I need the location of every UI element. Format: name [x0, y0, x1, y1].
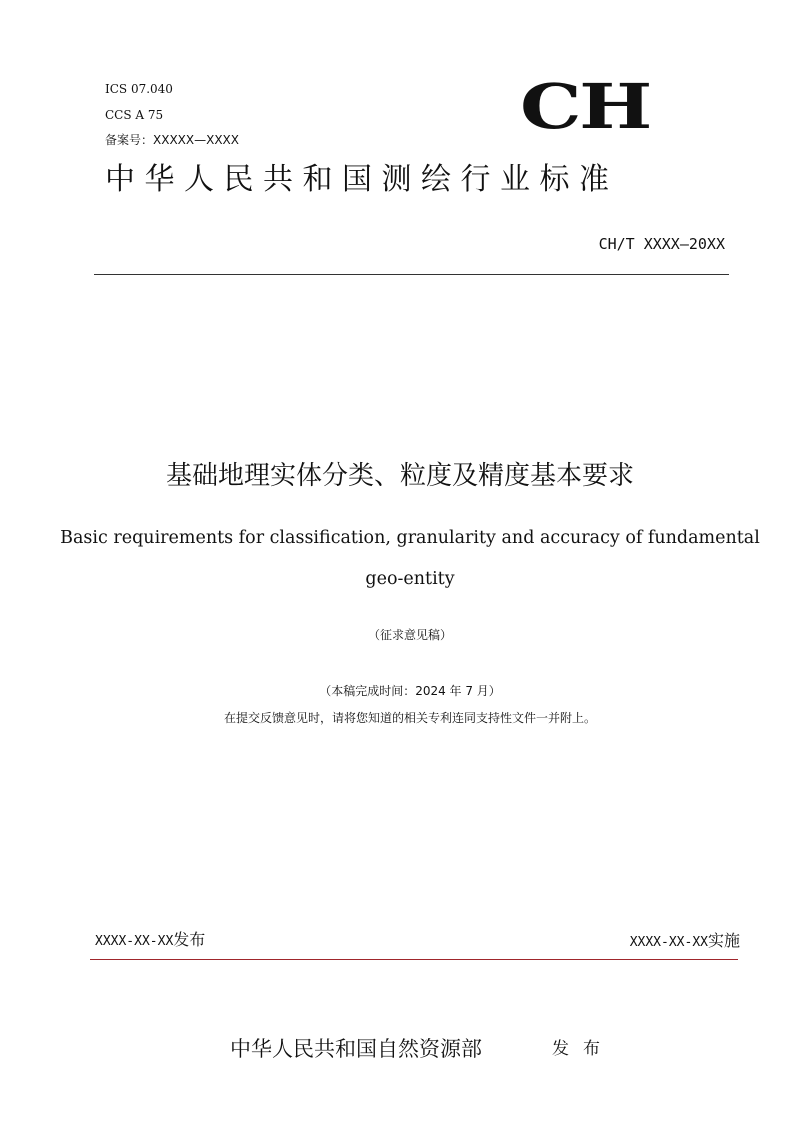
top-divider: [94, 274, 729, 275]
impl-date-value: XXXX-XX-XX: [629, 935, 708, 950]
patent-note: 在提交反馈意见时，请将您知道的相关专利连同支持性文件一并附上。: [223, 711, 596, 725]
title-chinese: 基础地理实体分类、粒度及精度基本要求: [165, 461, 634, 491]
ccs-code: CCS A 75: [105, 108, 164, 122]
implementation-date: [630, 931, 740, 953]
bottom-divider: [90, 959, 738, 960]
issuing-action: 发布: [552, 1039, 614, 1059]
title-english-line1: Basic requirements for classification, granularity and accuracy of fundamental: [60, 528, 760, 548]
impl-date-label: 实施: [707, 931, 740, 950]
filing-number: 备案号：XXXXX—XXXX: [105, 133, 239, 147]
draft-status: （征求意见稿）: [367, 628, 452, 642]
ics-code: ICS 07.040: [105, 82, 173, 96]
issue-date-label: 发布: [173, 930, 206, 949]
standard-number: CH/T XXXX—20XX: [598, 235, 725, 253]
issue-date-value: XXXX-XX-XX: [95, 934, 174, 949]
completion-date-note: （本稿完成时间：2024 年 7 月）: [319, 684, 501, 698]
standard-category: 中华人民共和国测绘行业标准: [105, 162, 619, 197]
ch-logo: CH: [520, 70, 650, 143]
issue-date: [95, 930, 205, 952]
title-english-line2: geo-entity: [365, 569, 455, 589]
issuing-authority: 中华人民共和国自然资源部: [230, 1037, 482, 1061]
